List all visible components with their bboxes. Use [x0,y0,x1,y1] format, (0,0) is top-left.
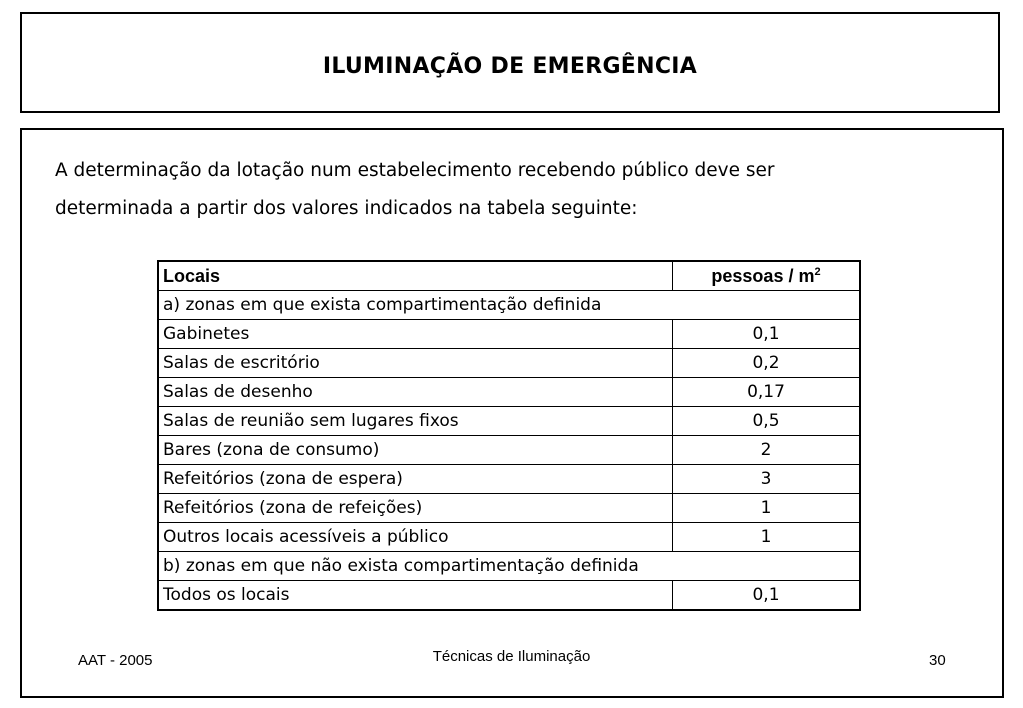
table-row [158,465,860,494]
occupancy-table [157,260,861,611]
section-b-label: b) zonas em que não exista compartimentação definida [158,552,860,581]
row-value: 0,1 [673,320,861,349]
intro-line-2: determinada a partir dos valores indicados na tabela seguinte: [55,198,638,219]
table-row [158,494,860,523]
row-value: 1 [673,523,861,552]
table-row [158,349,860,378]
table-row [158,436,860,465]
row-local: Refeitórios (zona de refeições) [158,494,673,523]
section-a-label: a) zonas em que exista compartimentação definida [158,291,860,320]
row-local: Outros locais acessíveis a público [158,523,673,552]
header-value-sup: 2 [814,266,821,278]
table-row [158,581,860,611]
intro-paragraph [55,152,985,228]
row-value: 0,2 [673,349,861,378]
row-local: Salas de reunião sem lugares fixos [158,407,673,436]
footer-course-title: Técnicas de Iluminação [432,648,591,665]
header-locais: Locais [158,261,673,291]
header-pessoas-m2 [673,261,861,291]
content-box [20,128,1004,698]
intro-line-1: A determinação da lotação num estabelecimento recebendo público deve ser [55,160,775,181]
row-local: Refeitórios (zona de espera) [158,465,673,494]
row-value: 1 [673,494,861,523]
row-value: 3 [673,465,861,494]
row-value: 0,17 [673,378,861,407]
row-local: Gabinetes [158,320,673,349]
table-row [158,523,860,552]
table-row [158,407,860,436]
footer-page-number: 30 [929,652,946,669]
row-value: 0,5 [673,407,861,436]
table-header-row [158,261,860,291]
header-value-label: pessoas / m [711,266,815,286]
table-row [158,378,860,407]
row-local: Bares (zona de consumo) [158,436,673,465]
slide-title: ILUMINAÇÃO DE EMERGÊNCIA [322,54,698,79]
row-local: Salas de escritório [158,349,673,378]
row-value: 2 [673,436,861,465]
table-row [158,320,860,349]
row-value: 0,1 [673,581,861,611]
footer-author: AAT - 2005 [78,652,153,669]
title-box [20,12,1000,113]
section-row [158,291,860,320]
section-row [158,552,860,581]
row-local: Salas de desenho [158,378,673,407]
row-local: Todos os locais [158,581,673,611]
